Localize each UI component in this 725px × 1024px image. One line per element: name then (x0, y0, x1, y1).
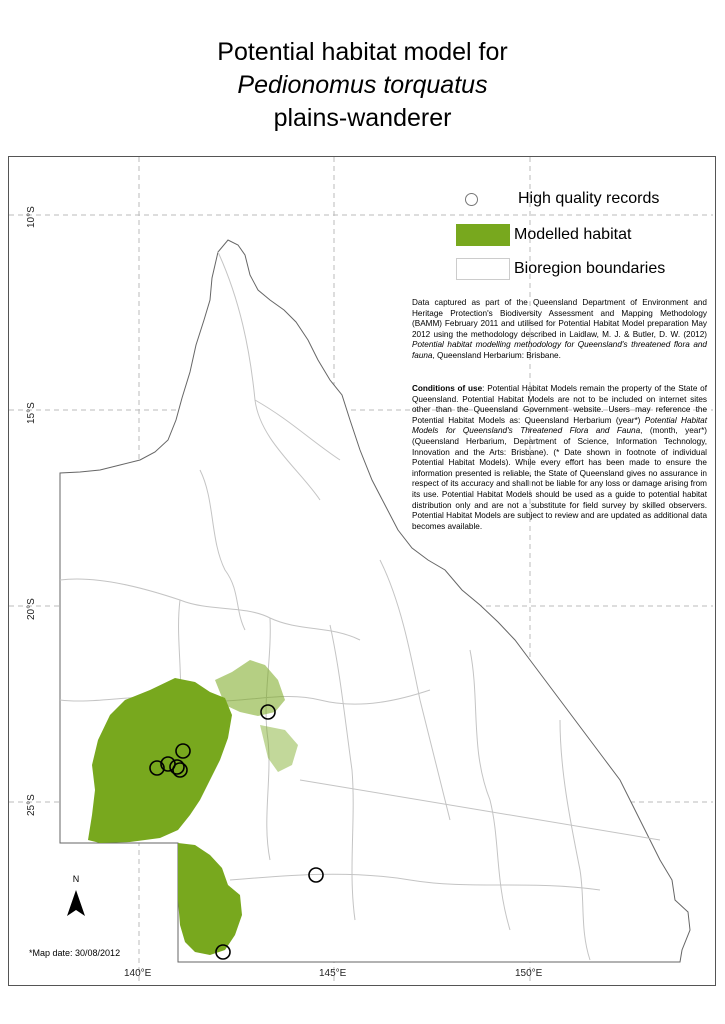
legend-habitat (456, 224, 631, 246)
lon-label-145e: 145°E (319, 968, 347, 979)
lon-label-150e: 150°E (515, 968, 543, 979)
north-arrow (64, 874, 88, 920)
habitat-swatch (456, 224, 510, 246)
legend-boundaries (456, 258, 665, 280)
map-date: *Map date: 30/08/2012 (29, 948, 121, 958)
record-circle-icon (465, 193, 478, 206)
lat-label-15s: 15°S (26, 402, 37, 424)
lat-label-25s: 25°S (26, 794, 37, 816)
data-source-publisher: , Queensland Herbarium: Brisbane. (432, 350, 561, 360)
title-line-3-common-name: plains-wanderer (273, 104, 452, 132)
legend-boundaries-label: Bioregion boundaries (514, 260, 666, 277)
conditions-citation-title: Potential Habitat Models for Queensland's Threatened Flora and Fauna (412, 415, 707, 436)
conditions-text-a: : Potential Habitat Models remain the property of the State of Queensland. Potential Habitat Models are not to be included on internet sites other than the Queensland Government website. Users may reference the Potential Habitat Models as: Queensland Herbarium (year*) (412, 384, 707, 425)
lon-label-140e: 140°E (124, 968, 152, 979)
lat-label-20s: 20°S (26, 598, 37, 620)
data-source-citation-title: Potential habitat modelling methodology for Queensland's threatened flora and fauna (412, 340, 707, 360)
conditions-of-use (412, 384, 707, 532)
north-arrow-icon (64, 874, 88, 920)
conditions-text-b: , (month, year*) (Queensland Herbarium, Department of Science, Information Technology, Innovation and the Arts: Brisbane). (* Date shown in footnote of individual Potential Habitat Models). While every effort has been made to ensure the information presented is reliable, the State of Queensland gives no assurance in respect of its accuracy and shall not be liable for any loss or damage arising from its use. Potential Habitat Models should be used as a guide to potential habitat distribution only and are not a substitute for field survey by skilled observers. Potential Habitat Models are subject to review and are updated as additional data becomes available. (412, 426, 707, 531)
north-label: N (72, 874, 80, 884)
data-source-note (412, 298, 707, 362)
legend-records (465, 190, 659, 208)
legend-records-label: High quality records (518, 190, 660, 207)
legend-habitat-label: Modelled habitat (514, 226, 632, 243)
title-line-2-species: Pedionomus torquatus (237, 71, 488, 99)
title-line-1: Potential habitat model for (217, 38, 508, 66)
lat-label-10s: 10°S (26, 206, 37, 228)
boundary-swatch (456, 258, 510, 280)
data-source-text: Data captured as part of the Queensland Department of Environment and Heritage Protection's Biodiversity Assessment and Mapping Methodology (BAMM) February 2011 and utilised for Potential Habitat Model preparation May 2012 using the methodology described in Laidlaw, M. J. & Butler, D. W. (2012) (412, 298, 707, 339)
conditions-label: Conditions of use (412, 384, 483, 393)
